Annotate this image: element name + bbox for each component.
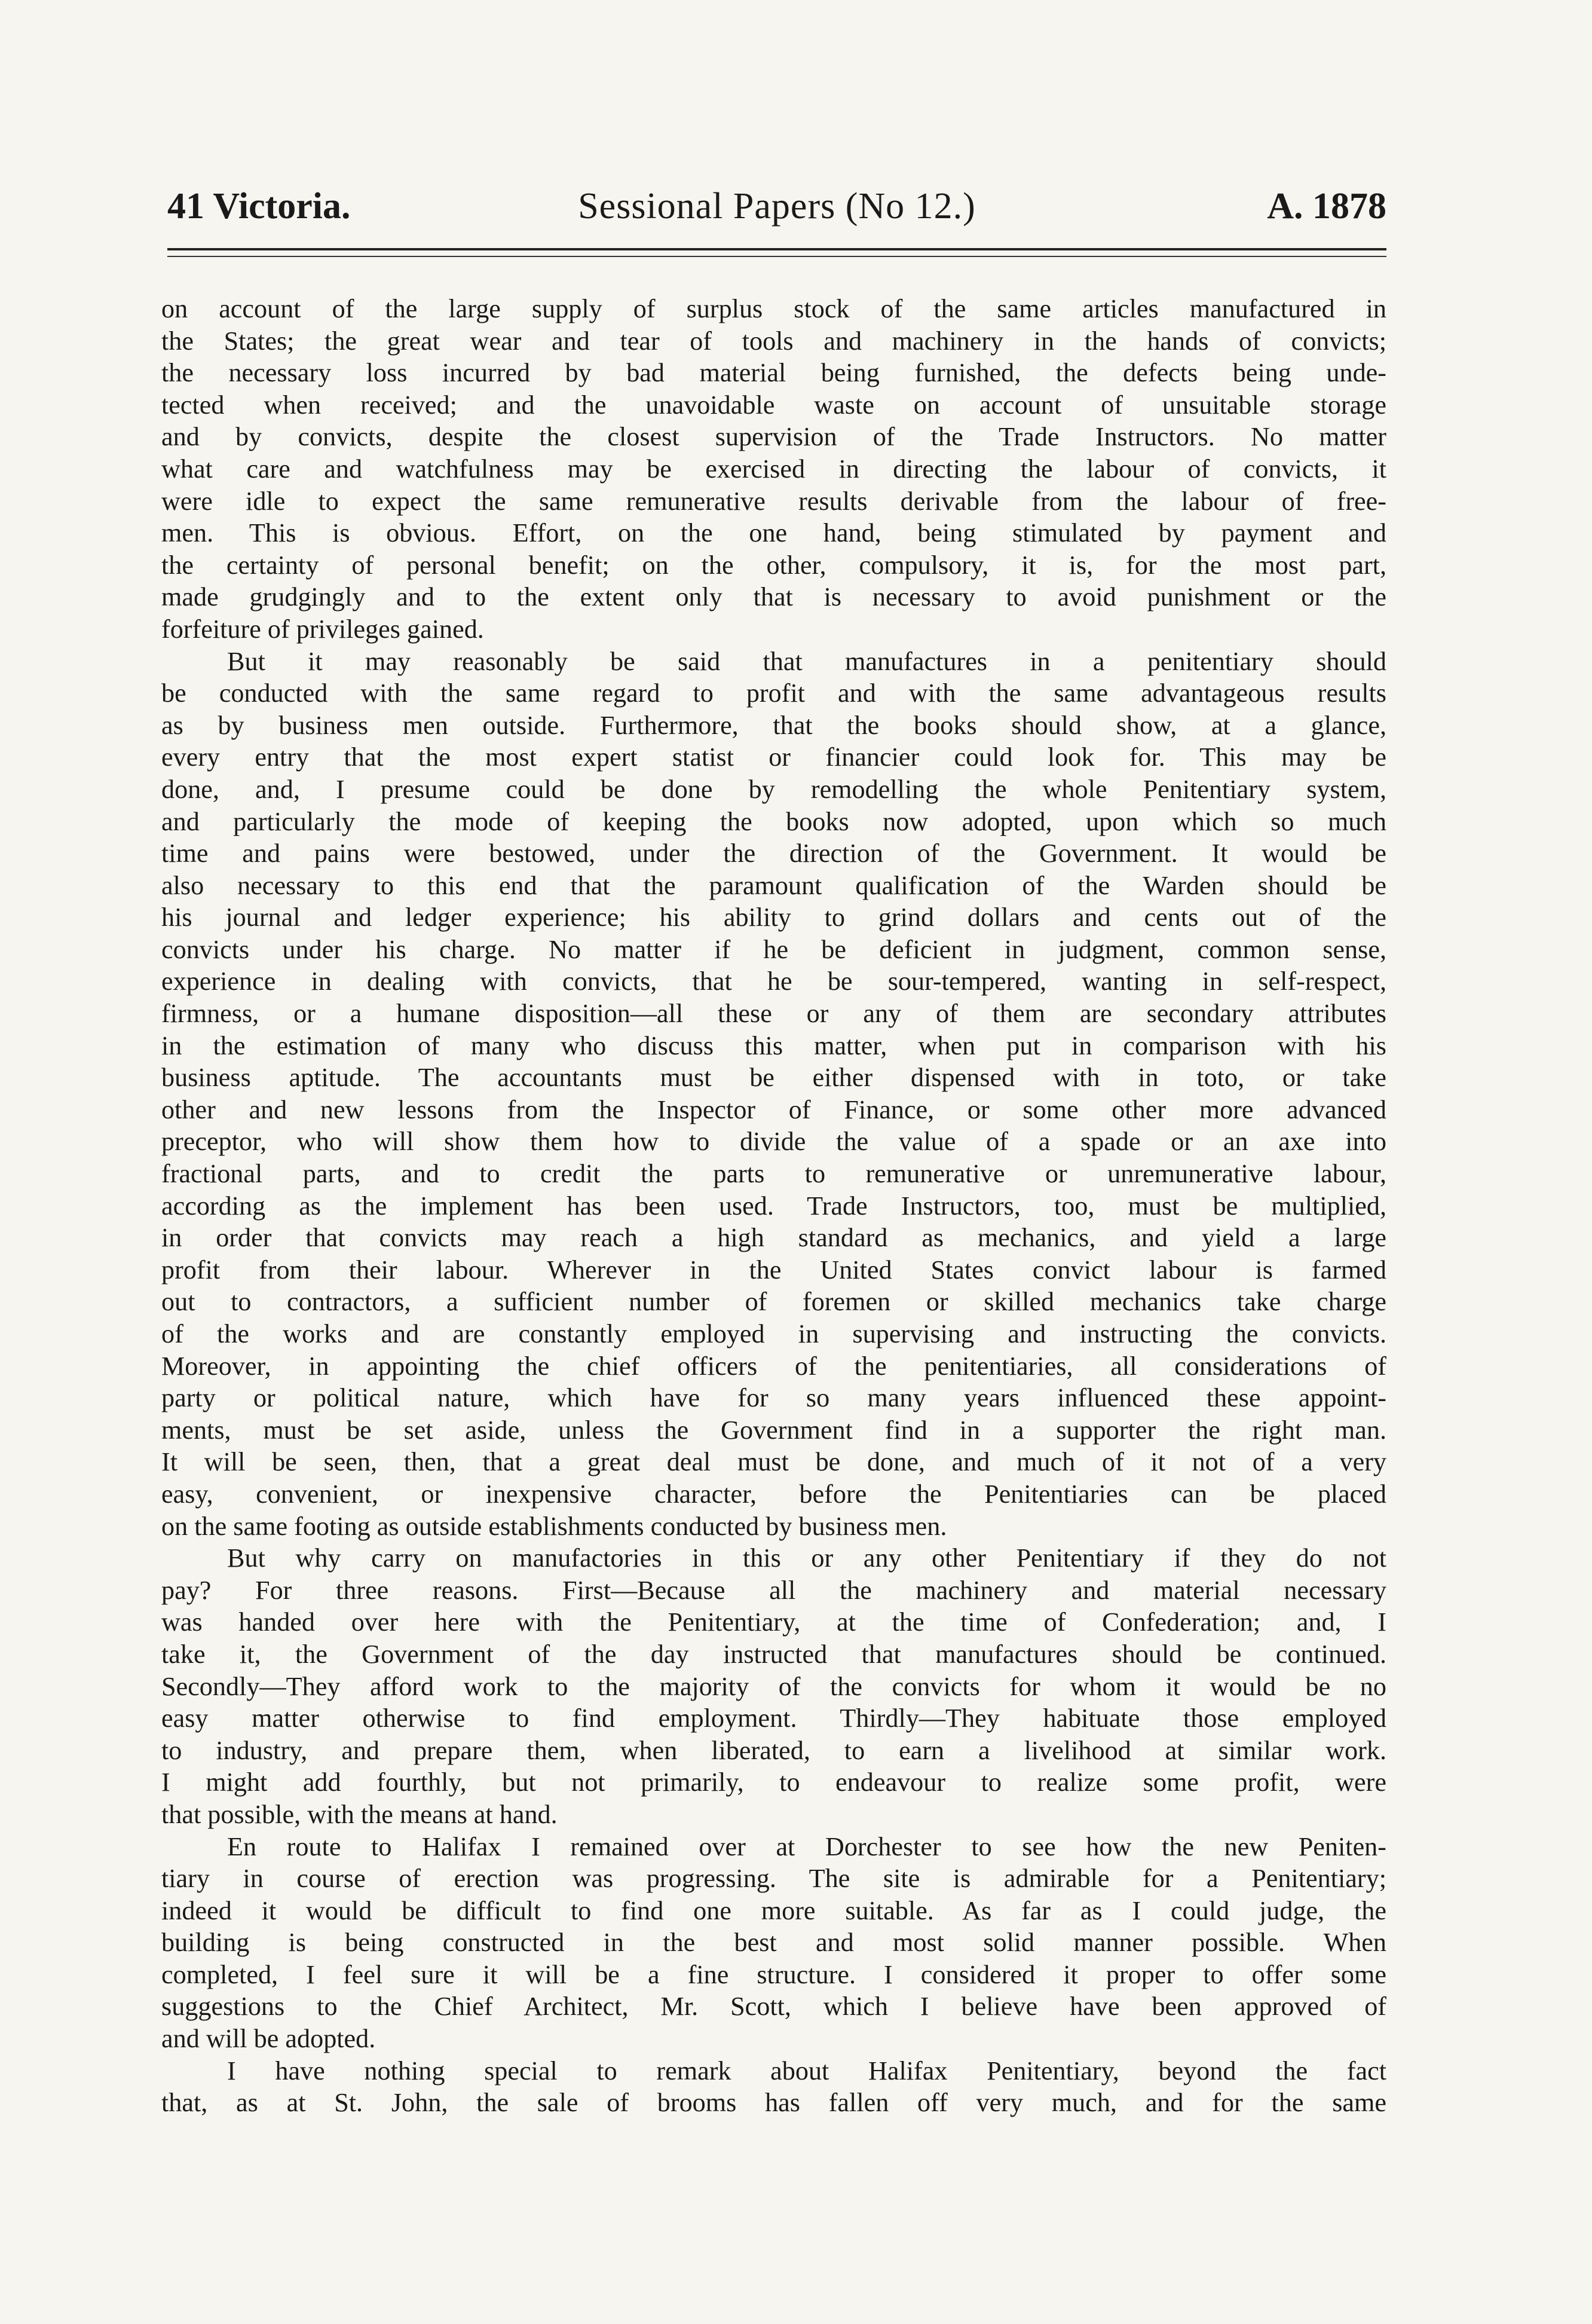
- text-line: tected when received; and the unavoidable waste on account of unsuitable storage: [161, 390, 1386, 420]
- text-line: completed, I feel sure it will be a fine structure. I considered it proper to offer some: [161, 1959, 1386, 1989]
- text-line: Moreover, in appointing the chief officers of the penitentiaries, all considerations of: [161, 1351, 1386, 1381]
- text-line: take it, the Government of the day instructed that manufactures should be continued.: [161, 1639, 1386, 1669]
- text-line: tiary in course of erection was progressing. The site is admirable for a Penitentiary;: [161, 1864, 1386, 1894]
- text-line: out to contractors, a sufficient number of foremen or skilled mechanics take charge: [161, 1287, 1386, 1317]
- text-line: easy matter otherwise to find employment. Thirdly—They habituate those employed: [161, 1704, 1386, 1733]
- text-line: according as the implement has been used. Trade Instructors, too, must be multiplied,: [161, 1191, 1386, 1221]
- text-line: and particularly the mode of keeping the books now adopted, upon which so much: [161, 806, 1386, 836]
- header-rule-thin: [167, 256, 1386, 257]
- text-line: on the same footing as outside establishments conducted by business men.: [161, 1511, 947, 1541]
- text-line: every entry that the most expert statist or financier could look for. This may be: [161, 742, 1386, 772]
- text-line: party or political nature, which have for so many years influenced these appoint-: [161, 1383, 1386, 1413]
- text-line: and by convicts, despite the closest supervision of the Trade Instructors. No matter: [161, 422, 1386, 452]
- text-line: what care and watchfulness may be exercised in directing the labour of convicts, it: [161, 454, 1386, 484]
- text-line: as by business men outside. Furthermore, that the books should show, at a glance,: [161, 710, 1386, 740]
- text-line: his journal and ledger experience; his ability to grind dollars and cents out of the: [161, 903, 1386, 932]
- text-line: be conducted with the same regard to profit and with the same advantageous results: [161, 678, 1386, 708]
- text-line: En route to Halifax I remained over at Dorchester to see how the new Peniten-: [227, 1831, 1386, 1861]
- text-line: But why carry on manufactories in this or any other Penitentiary if they do not: [227, 1543, 1386, 1573]
- text-line: made grudgingly and to the extent only that is necessary to avoid punishment or the: [161, 582, 1386, 612]
- text-line: easy, convenient, or inexpensive character, before the Penitentiaries can be placed: [161, 1479, 1386, 1509]
- text-line: building is being constructed in the best and most solid manner possible. When: [161, 1928, 1386, 1958]
- text-line: and will be adopted.: [161, 2024, 376, 2054]
- text-line: to industry, and prepare them, when liberated, to earn a livelihood at similar work.: [161, 1735, 1386, 1765]
- text-line: other and new lessons from the Inspector of Finance, or some other more advanced: [161, 1094, 1386, 1124]
- text-line: indeed it would be difficult to find one more suitable. As far as I could judge, the: [161, 1895, 1386, 1925]
- text-line: men. This is obvious. Effort, on the one hand, being stimulated by payment and: [161, 518, 1386, 548]
- text-line: preceptor, who will show them how to divide the value of a spade or an axe into: [161, 1127, 1386, 1157]
- text-line: on account of the large supply of surplus stock of the same articles manufactured in: [161, 294, 1386, 323]
- text-line: business aptitude. The accountants must be either dispensed with in toto, or take: [161, 1063, 1386, 1093]
- text-line: was handed over here with the Penitentiary, at the time of Confederation; and, I: [161, 1607, 1386, 1637]
- text-line: time and pains were bestowed, under the direction of the Government. It would be: [161, 839, 1386, 869]
- text-line: ments, must be set aside, unless the Government find in a supporter the right man.: [161, 1415, 1386, 1445]
- header-rule-thick: [167, 248, 1386, 250]
- text-line: the States; the great wear and tear of tools and machinery in the hands of convicts;: [161, 326, 1386, 356]
- text-line: that, as at St. John, the sale of brooms has fallen off very much, and for the same: [161, 2088, 1386, 2118]
- text-line: done, and, I presume could be done by remodelling the whole Penitentiary system,: [161, 774, 1386, 804]
- year-label: A. 1878: [1267, 186, 1386, 227]
- text-line: pay? For three reasons. First—Because all the machinery and material necessary: [161, 1575, 1386, 1605]
- text-line: I have nothing special to remark about Halifax Penitentiary, beyond the fact: [227, 2056, 1386, 2086]
- text-line: forfeiture of privileges gained.: [161, 614, 484, 644]
- text-line: firmness, or a humane disposition—all these or any of them are secondary attributes: [161, 999, 1386, 1029]
- body-text: [161, 293, 1386, 2119]
- volume-label: 41 Victoria.: [167, 186, 351, 227]
- text-line: also necessary to this end that the paramount qualification of the Warden should be: [161, 870, 1386, 900]
- series-title: Sessional Papers (No 12.): [578, 186, 976, 227]
- text-line: that possible, with the means at hand.: [161, 1799, 558, 1829]
- text-line: It will be seen, then, that a great deal must be done, and much of it not of a very: [161, 1447, 1386, 1477]
- text-line: in the estimation of many who discuss this matter, when put in comparison with his: [161, 1030, 1386, 1060]
- text-line: I might add fourthly, but not primarily, to endeavour to realize some profit, were: [161, 1768, 1386, 1797]
- running-head: [167, 173, 1386, 239]
- text-line: the necessary loss incurred by bad material being furnished, the defects being unde-: [161, 358, 1386, 388]
- text-line: fractional parts, and to credit the parts to remunerative or unremunerative labour,: [161, 1159, 1386, 1189]
- text-line: in order that convicts may reach a high standard as mechanics, and yield a large: [161, 1223, 1386, 1253]
- text-line: were idle to expect the same remunerative results derivable from the labour of free-: [161, 486, 1386, 516]
- text-line: experience in dealing with convicts, that he be sour-tempered, wanting in self-respect,: [161, 967, 1386, 996]
- text-line: Secondly—They afford work to the majority of the convicts for whom it would be no: [161, 1671, 1386, 1701]
- text-line: convicts under his charge. No matter if he be deficient in judgment, common sense,: [161, 934, 1386, 964]
- text-line: profit from their labour. Wherever in the United States convict labour is farmed: [161, 1255, 1386, 1285]
- text-line: the certainty of personal benefit; on the other, compulsory, it is, for the most part,: [161, 550, 1386, 580]
- text-line: of the works and are constantly employed in supervising and instructing the convicts.: [161, 1319, 1386, 1348]
- text-line: suggestions to the Chief Architect, Mr. Scott, which I believe have been approved of: [161, 1992, 1386, 2022]
- text-line: But it may reasonably be said that manufactures in a penitentiary should: [227, 646, 1386, 676]
